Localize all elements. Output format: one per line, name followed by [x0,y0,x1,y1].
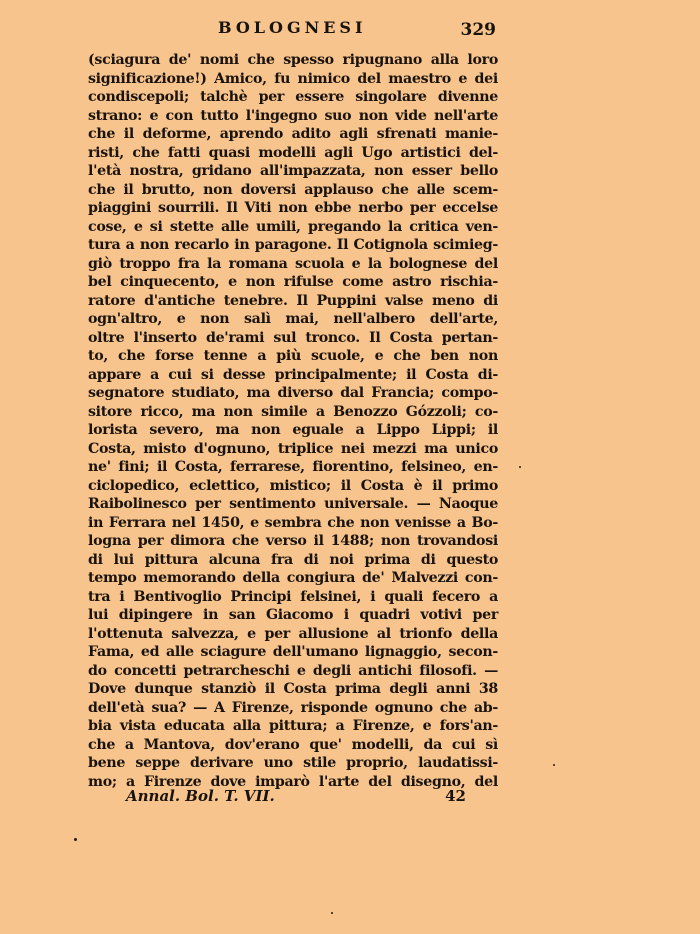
running-head: BOLOGNESI [218,18,367,37]
body-text [88,51,498,791]
signature-mark: Annal. Bol. T. VII. [126,787,275,805]
page-number: 329 [460,20,496,40]
text-line: ratore d'antiche tenebre. Il Puppini valse meno di [88,292,498,309]
text-line: significazione!) Amico, fu nimico del maestro e dei [88,70,498,87]
text-line: do concetti petrarcheschi e degli antichi filosofi. — [88,662,498,679]
text-line: condiscepoli; talchè per essere singolare divenne [88,89,498,105]
text-line: bia vista educata alla pittura; a Firenze, e fors'an- [88,718,498,734]
text-line: piaggini sourrili. Il Viti non ebbe nerbo per eccelse [88,200,498,216]
page-footer [126,787,466,807]
text-line: Fama, ed alle sciagure dell'umano lignaggio, secon- [88,644,498,660]
text-line: lorista severo, ma non eguale a Lippo Lippi; il [88,422,498,438]
text-line: Costa, misto d'ognuno, triplice nei mezzi ma unico [88,440,498,457]
text-line: strano: e con tutto l'ingegno suo non vide nell'arte [88,107,498,124]
text-line: risti, che fatti quasi modelli agli Ugo artistici del- [88,144,498,161]
text-line: appare a cui si desse principalmente; il Costa di- [88,366,498,383]
text-line: ciclopedico, eclettico, mistico; il Costa è il primo [88,477,498,494]
paper-speck [74,838,77,841]
text-line: mo; a Firenze dove imparò l'arte del disegno, del [88,773,498,790]
page-header [88,14,496,44]
text-line: logna per dimora che verso il 1488; non trovandosi [88,533,498,549]
text-line: segnatore studiato, ma diverso dal Francia; compo- [88,385,498,401]
text-line: tura a non recarlo in paragone. Il Cotignola scimieg- [88,237,498,253]
text-line: Raibolinesco per sentimento universale. — Naoque [88,496,498,512]
text-line: tempo memorando della congiura de' Malvezzi con- [88,570,498,586]
text-line: (sciagura de' nomi che spesso ripugnano alla loro [88,52,498,68]
paper-speck [519,466,521,468]
text-line: che il brutto, non doversi applauso che alle scem- [88,181,498,198]
text-line: bel cinquecento, e non rifulse come astro rischia- [88,274,498,290]
text-line: l'ottenuta salvezza, e per allusione al trionfo della [88,625,498,642]
paper-speck [553,764,555,766]
text-line: in Ferrara nel 1450, e sembra che non venisse a Bo- [88,514,498,531]
text-line: che il deforme, aprendo adito agli sfrenati manie- [88,126,498,142]
sheet-number: 42 [445,787,466,805]
text-line: Dove dunque stanziò il Costa prima degli anni 38 [88,681,498,697]
text-line: cose, e si stette alle umili, pregando la critica ven- [88,218,498,235]
text-line: tra i Bentivoglio Principi felsinei, i quali fecero a [88,588,498,605]
text-line: ne' fini; il Costa, ferrarese, fiorentino, felsineo, en- [88,459,498,475]
text-line: lui dipingere in san Giacomo i quadri votivi per [88,607,498,623]
text-line: giò troppo fra la romana scuola e la bolognese del [88,255,498,272]
text-line: dell'età sua? — A Firenze, risponde ognuno che ab- [88,699,498,716]
text-line: ogn'altro, e non salì mai, nell'albero dell'arte, [88,311,498,327]
text-line: che a Mantova, dov'erano que' modelli, da cui sì [88,736,498,753]
text-line: l'età nostra, gridano all'impazzata, non esser bello [88,163,498,179]
text-line: bene seppe derivare uno stile proprio, laudatissi- [88,755,498,771]
paper-speck [331,912,333,914]
text-line: di lui pittura alcuna fra di noi prima di questo [88,551,498,568]
text-line: oltre l'inserto de'rami sul tronco. Il Costa pertan- [88,329,498,346]
text-line: to, che forse tenne a più scuole, e che ben non [88,348,498,364]
text-line: sitore ricco, ma non simile a Benozzo Gózzoli; co- [88,403,498,420]
